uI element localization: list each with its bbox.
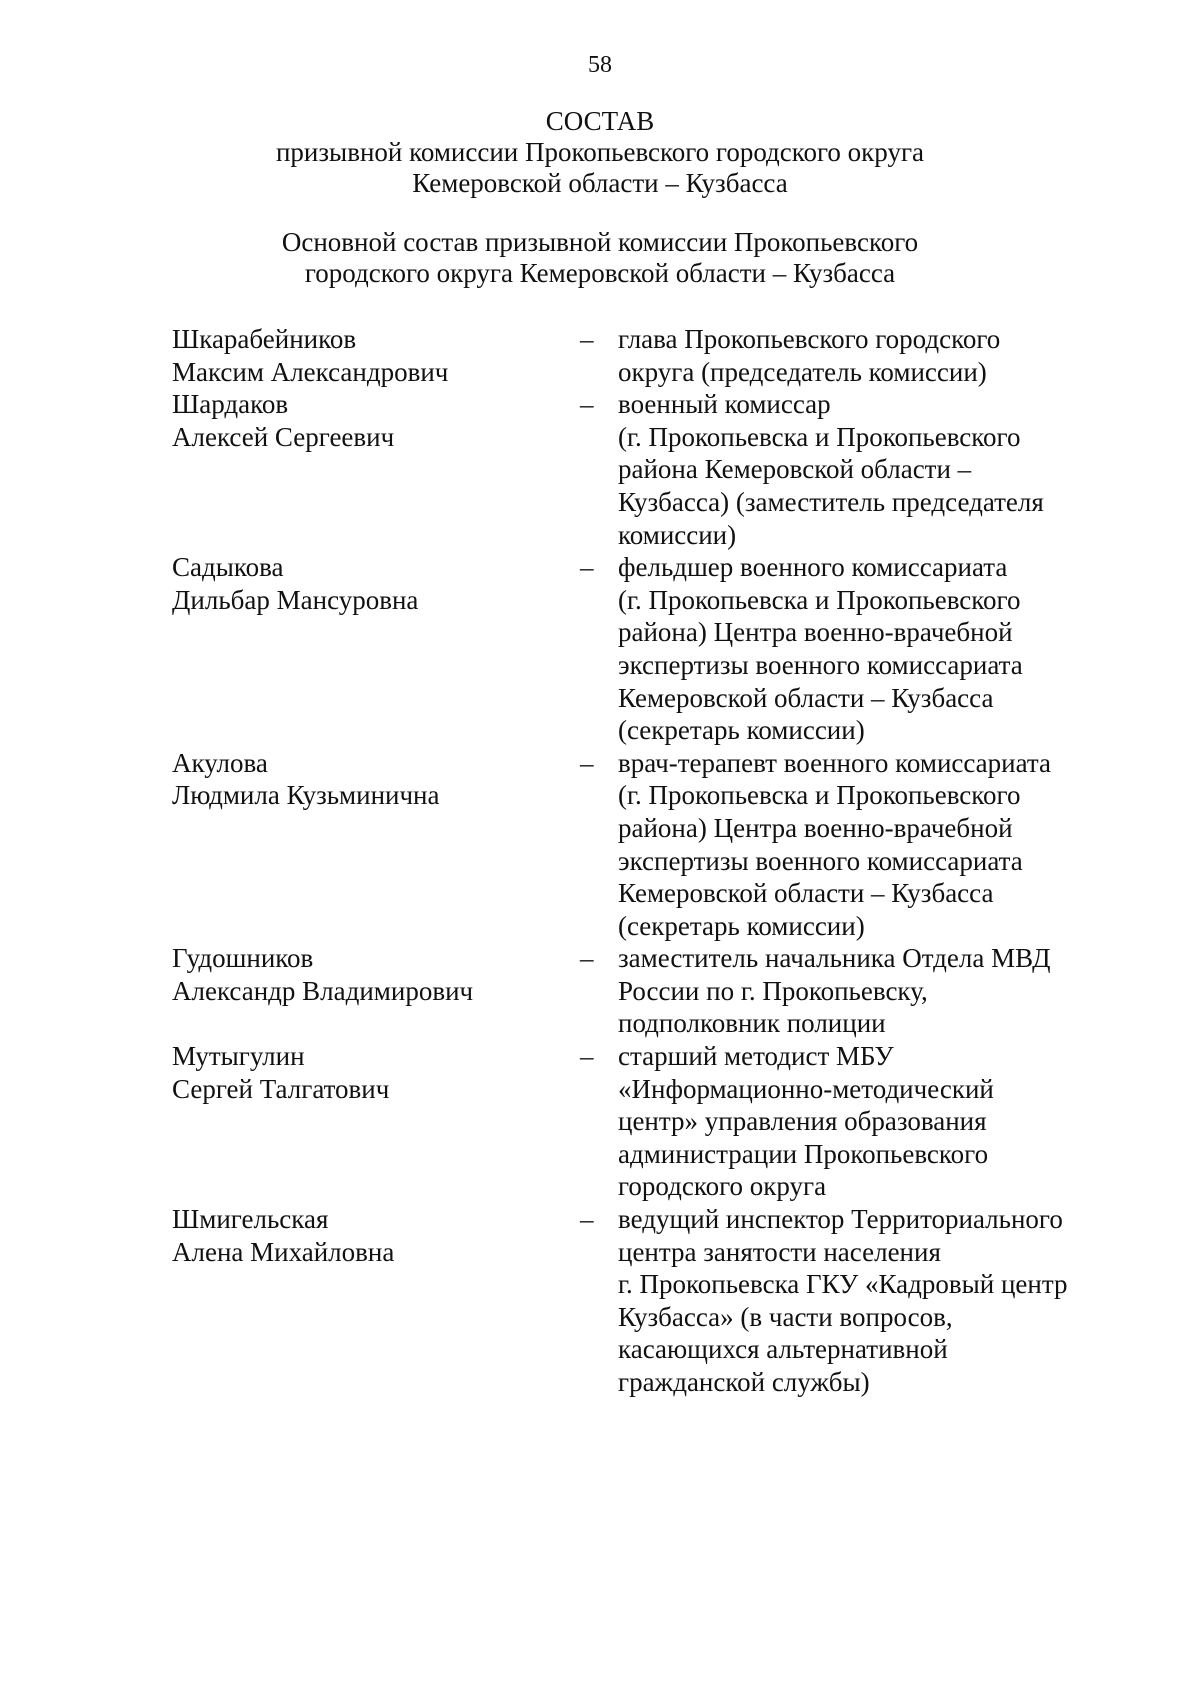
member-role-line: «Информационно-методический xyxy=(618,1073,994,1104)
member-role-line: (секретарь комиссии) xyxy=(618,910,865,941)
member-role-line: Кемеровской области – Кузбасса xyxy=(618,878,994,909)
member-surname: Акулова xyxy=(172,747,268,778)
member-given-names: Алексей Сергеевич xyxy=(172,421,395,452)
member-role xyxy=(618,747,1112,943)
member-role xyxy=(618,323,1112,388)
document-title xyxy=(0,106,1200,199)
member-given-names: Алена Михайловна xyxy=(172,1236,395,1267)
member-role-line: глава Прокопьевского городского xyxy=(618,324,1001,354)
member-surname: Шкарабейников xyxy=(172,324,357,354)
member-name xyxy=(172,1040,580,1105)
section-heading xyxy=(0,227,1200,289)
member-surname: Гудошников xyxy=(172,943,314,974)
member-entry xyxy=(172,942,1112,1040)
dash-separator: – xyxy=(580,389,594,420)
member-role-line: центр» управления образования xyxy=(618,1106,987,1137)
member-role-line: г. Прокопьевска ГКУ «Кадровый центр xyxy=(618,1269,1068,1300)
member-role-line: касающихся альтернативной xyxy=(618,1334,948,1365)
member-name xyxy=(172,942,580,1007)
dash-separator: – xyxy=(580,324,594,354)
member-role-line: экспертизы военного комиссариата xyxy=(618,649,1023,680)
dash-separator: – xyxy=(580,1204,594,1235)
member-role-line: района) Центра военно-врачебной xyxy=(618,617,1013,648)
dash-separator: – xyxy=(580,552,594,583)
member-role-line: центра занятости населения xyxy=(618,1236,941,1267)
member-role-line: Кемеровской области – Кузбасса xyxy=(618,682,994,713)
member-role-line: фельдшер военного комиссариата xyxy=(618,552,1008,583)
member-role-line: (г. Прокопьевска и Прокопьевского xyxy=(618,584,1021,615)
member-role-line: администрации Прокопьевского xyxy=(618,1138,989,1169)
member-role-line: района) Центра военно-врачебной xyxy=(618,812,1013,843)
dash-separator: – xyxy=(580,747,594,778)
member-entry xyxy=(172,323,1112,388)
member-role xyxy=(618,1040,1112,1203)
member-role-line: городского округа xyxy=(618,1171,827,1202)
member-entry xyxy=(172,1203,1112,1399)
member-entry xyxy=(172,551,1112,747)
member-role-line: (секретарь комиссии) xyxy=(618,715,865,746)
member-surname: Мутыгулин xyxy=(172,1041,305,1072)
member-role xyxy=(618,551,1112,747)
member-entry xyxy=(172,747,1112,943)
member-role xyxy=(618,388,1112,551)
member-role-line: России по г. Прокопьевску, xyxy=(618,975,928,1006)
member-role-line: гражданской службы) xyxy=(618,1367,870,1397)
member-given-names: Людмила Кузьминична xyxy=(172,780,440,811)
members-list xyxy=(172,323,1112,1399)
member-given-names: Александр Владимирович xyxy=(172,975,474,1006)
member-given-names: Максим Александрович xyxy=(172,356,449,387)
member-role-line: экспертизы военного комиссариата xyxy=(618,845,1023,876)
title-line: Кемеровской области – Кузбасса xyxy=(412,168,788,198)
member-name xyxy=(172,551,580,616)
dash-separator: – xyxy=(580,943,594,974)
member-role-line: (г. Прокопьевска и Прокопьевского xyxy=(618,780,1021,811)
member-given-names: Дильбар Мансуровна xyxy=(172,584,419,615)
member-name xyxy=(172,1203,580,1268)
title-line: призывной комиссии Прокопьевского городского округа xyxy=(275,137,924,167)
member-entry xyxy=(172,1040,1112,1203)
section-heading-line: городского округа Кемеровской области – Кузбасса xyxy=(304,258,896,288)
member-given-names: Сергей Талгатович xyxy=(172,1073,390,1104)
member-name xyxy=(172,323,580,388)
member-role-line: округа (председатель комиссии) xyxy=(618,356,987,387)
member-role-line: заместитель начальника Отдела МВД xyxy=(618,943,1051,974)
title-line: СОСТАВ xyxy=(545,106,655,136)
member-role-line: ведущий инспектор Территориального xyxy=(618,1204,1063,1235)
member-role xyxy=(618,942,1112,1040)
member-role-line: военный комиссар xyxy=(618,389,831,420)
member-role-line: района Кемеровской области – xyxy=(618,454,972,485)
member-role-line: врач-терапевт военного комиссариата xyxy=(618,747,1052,778)
member-surname: Шмигельская xyxy=(172,1204,329,1235)
member-role-line: (г. Прокопьевска и Прокопьевского xyxy=(618,421,1021,452)
dash-separator: – xyxy=(580,1041,594,1072)
member-surname: Шардаков xyxy=(172,389,289,420)
member-name xyxy=(172,388,580,453)
section-heading-line: Основной состав призывной комиссии Прокопьевского xyxy=(281,227,919,257)
member-role xyxy=(618,1203,1112,1399)
member-role-line: старший методист МБУ xyxy=(618,1041,894,1072)
member-role-line: подполковник полиции xyxy=(618,1008,886,1039)
member-role-line: Кузбасса» (в части вопросов, xyxy=(618,1301,953,1332)
page-number: 58 xyxy=(588,52,612,78)
member-entry xyxy=(172,388,1112,551)
member-role-line: комиссии) xyxy=(618,519,737,550)
member-surname: Садыкова xyxy=(172,552,284,583)
member-name xyxy=(172,747,580,812)
member-role-line: Кузбасса) (заместитель председателя xyxy=(618,486,1044,517)
